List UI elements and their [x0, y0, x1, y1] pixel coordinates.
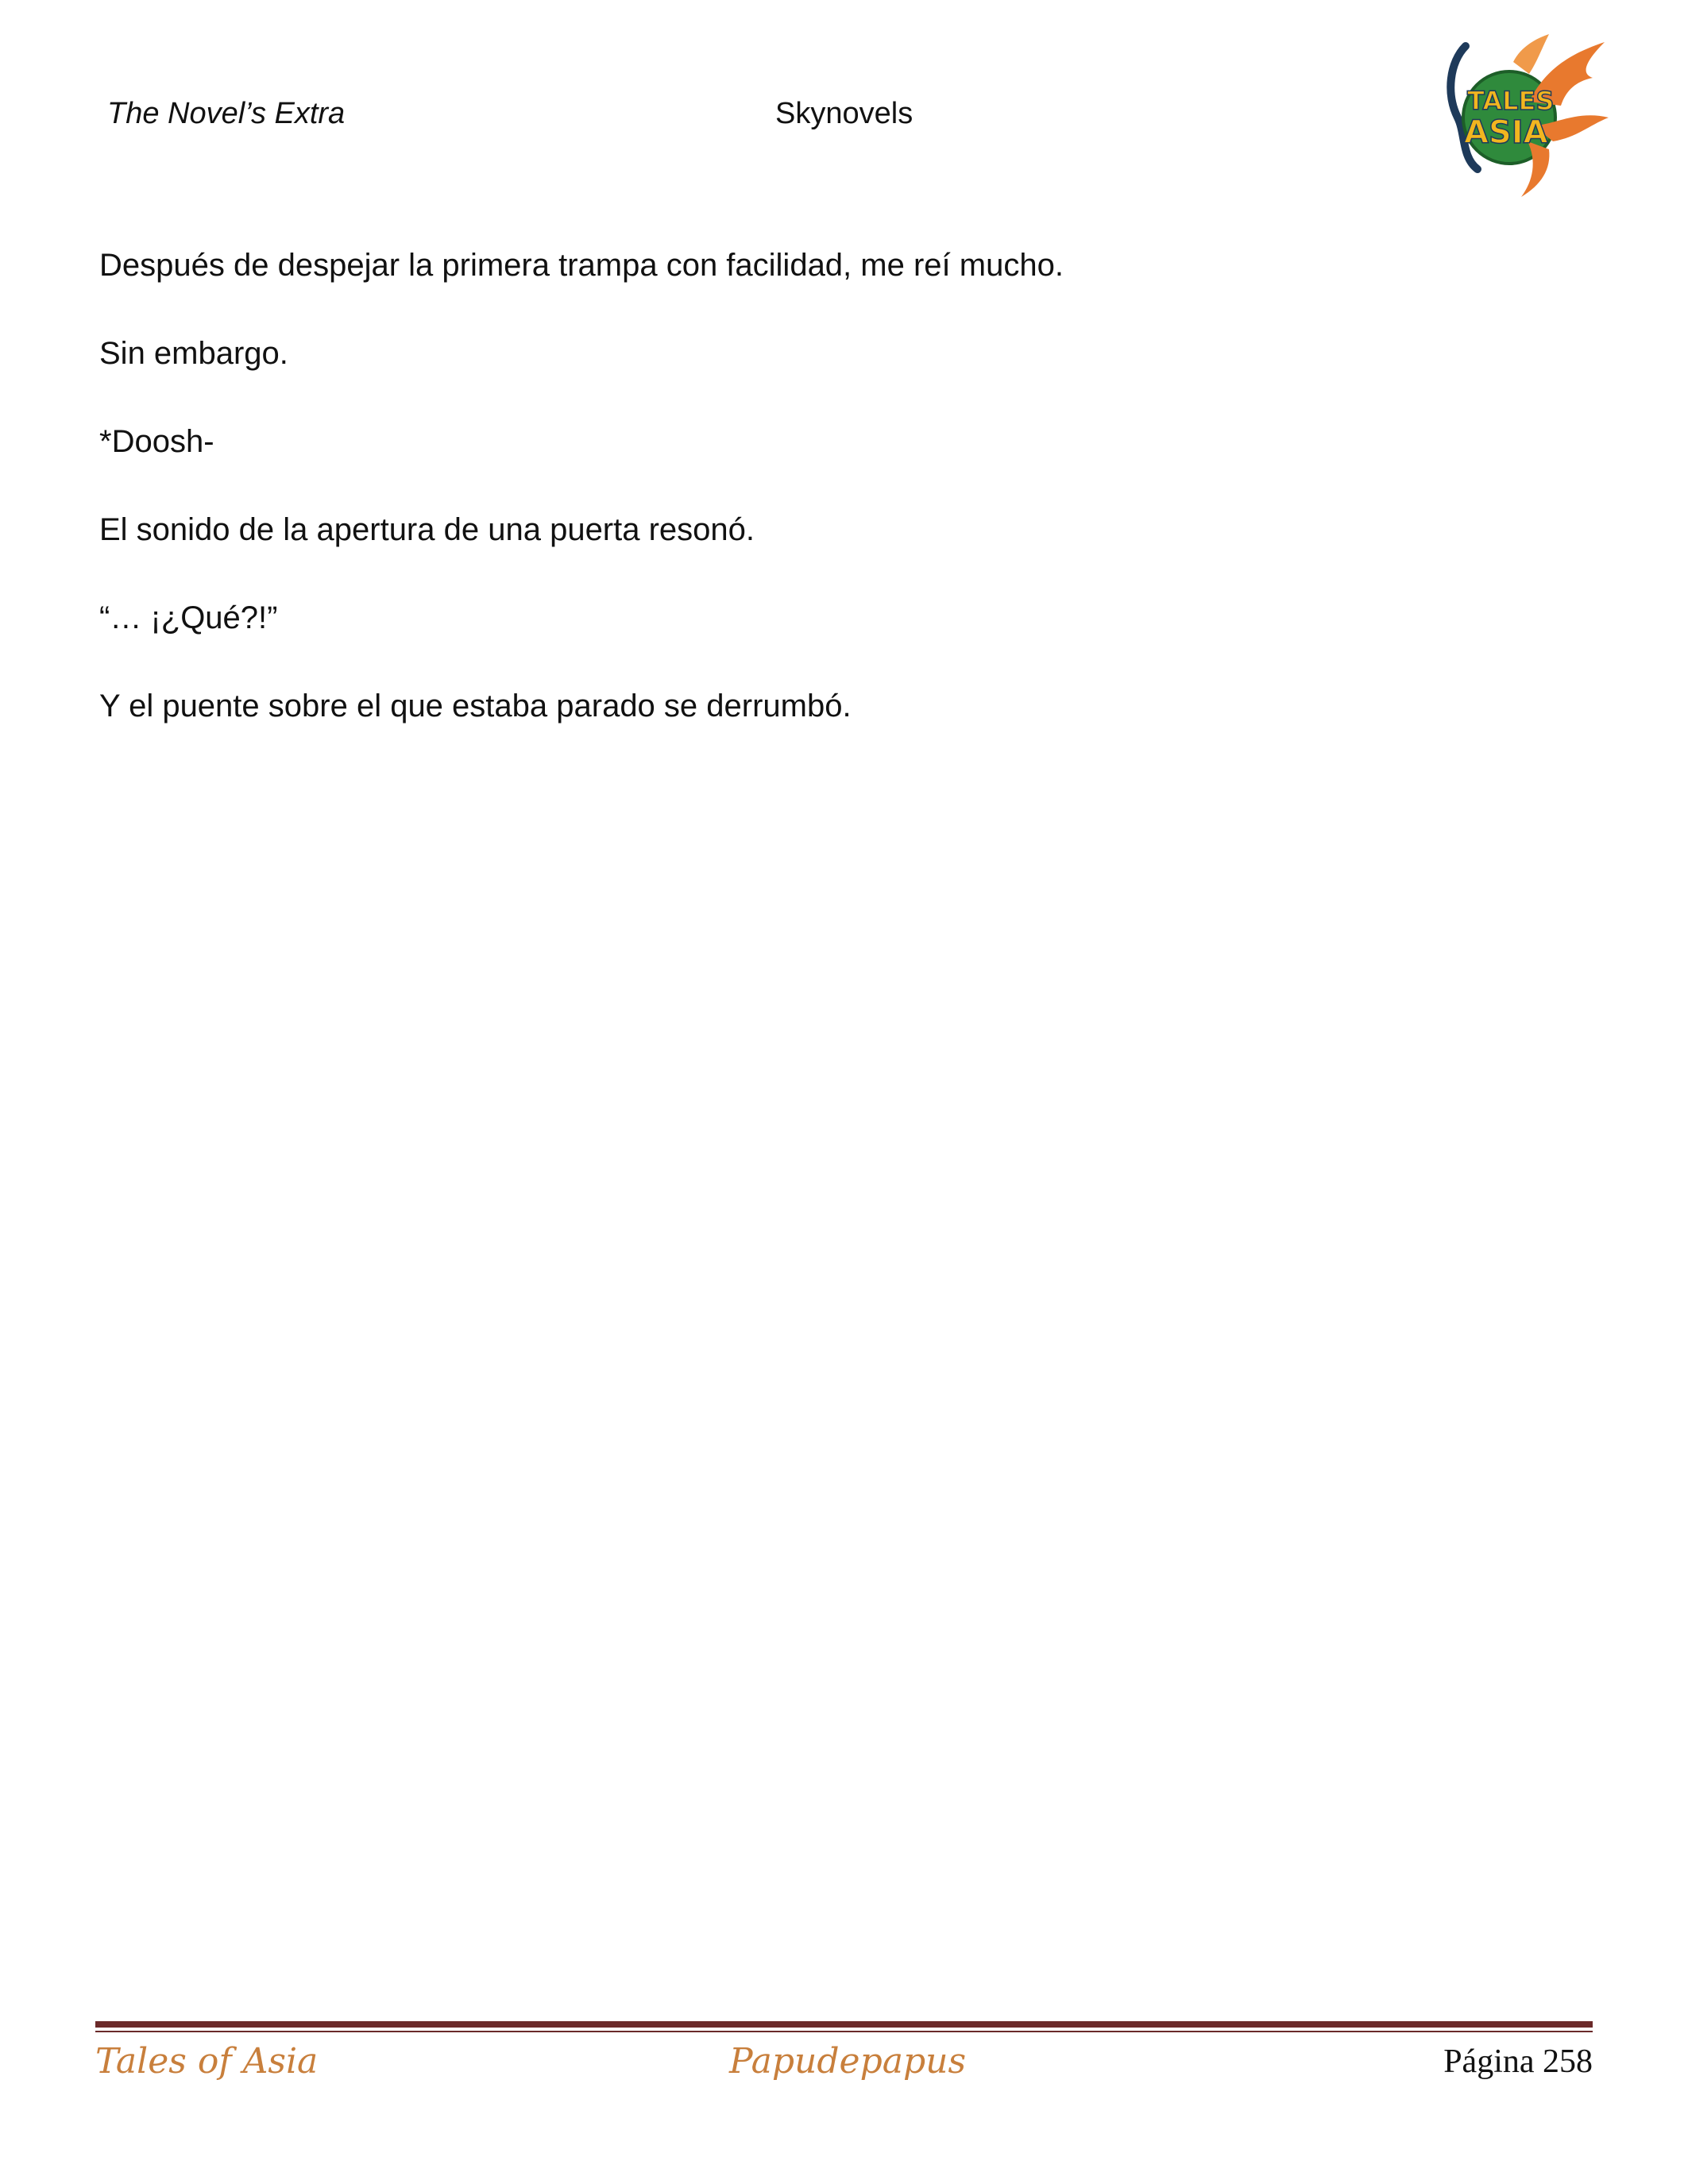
paragraph: “… ¡¿Qué?!”	[99, 600, 278, 635]
header-source: Skynovels	[775, 97, 914, 130]
header-book-title: The Novel’s Extra	[107, 97, 346, 130]
page-number: Página 258	[1443, 2043, 1593, 2080]
footer-divider	[95, 2021, 1593, 2028]
logo-text-tales: TALES	[1467, 86, 1555, 116]
logo-text-asia: ASIA	[1464, 114, 1548, 151]
paragraph: *Doosh-	[99, 424, 214, 459]
paragraph: El sonido de la apertura de una puerta resonó.	[99, 512, 755, 547]
footer-site-name: Tales of Asia	[95, 2041, 319, 2082]
tales-of-asia-logo	[1434, 30, 1617, 201]
footer-divider-thin	[95, 2031, 1593, 2032]
paragraph: Y el puente sobre el que estaba parado se derrumbó.	[99, 689, 852, 723]
chapter-body	[99, 245, 1585, 774]
paragraph: Sin embargo.	[99, 336, 288, 371]
footer-translator: Papudepapus	[729, 2041, 967, 2082]
paragraph: Después de despejar la primera trampa con facilidad, me reí mucho.	[99, 248, 1064, 283]
